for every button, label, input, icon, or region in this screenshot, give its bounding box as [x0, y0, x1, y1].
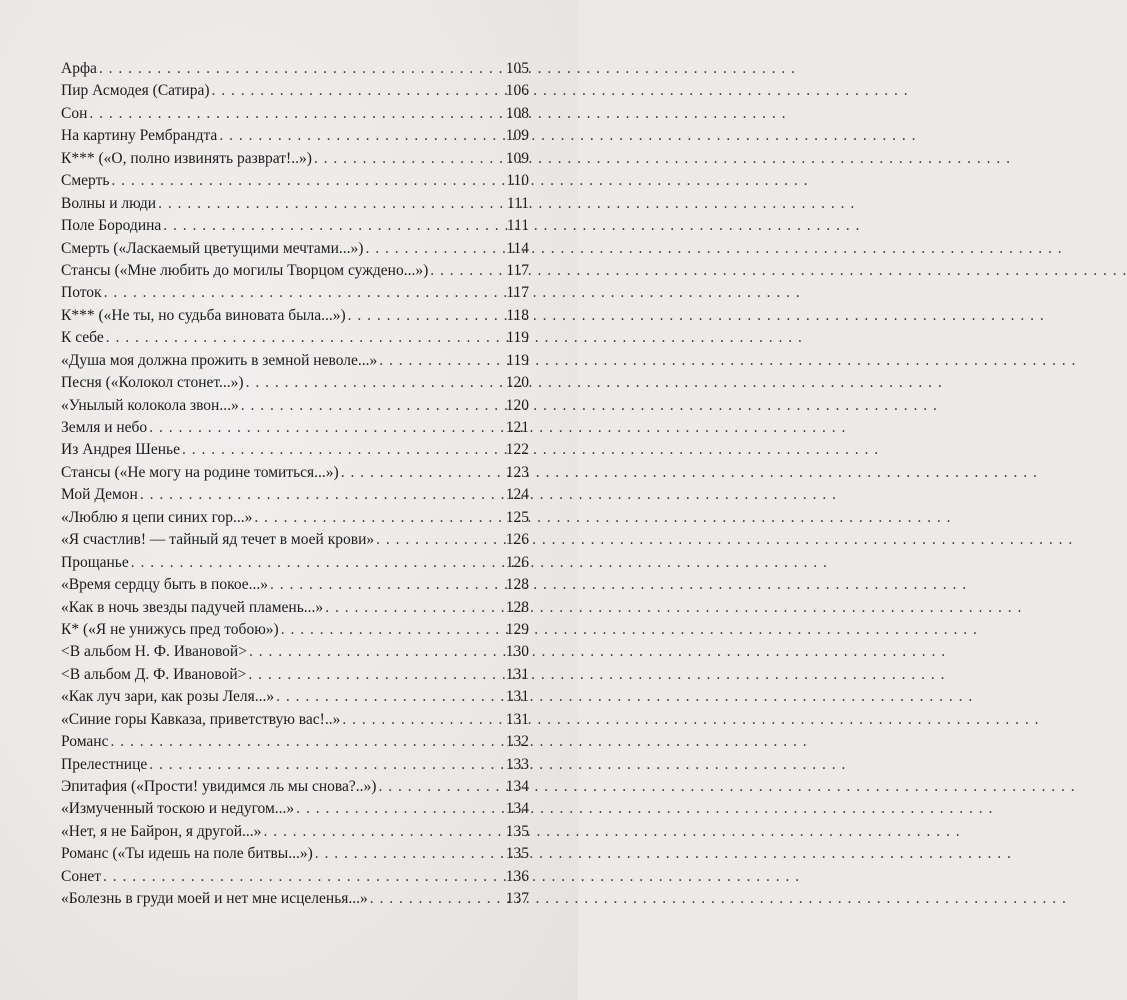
toc-entry — [61, 778, 529, 800]
toc-entry-page-number: 135 — [505, 822, 529, 840]
toc-entry-page-number: 117 — [506, 284, 529, 302]
toc-entry-page-number: 128 — [505, 598, 529, 616]
toc-entry — [61, 262, 529, 284]
toc-entry-title: «Как луч зари, как розы Леля...» — [61, 688, 275, 706]
toc-entry — [61, 105, 529, 127]
toc-entry — [61, 397, 529, 419]
toc-entry-page-number: 118 — [506, 306, 529, 324]
toc-entry-title: «Болезнь в груди моей и нет мне исцеленья...» — [61, 890, 368, 908]
toc-entry-title: «Нет, я не Байрон, я другой...» — [61, 822, 262, 840]
toc-entry-page-number: 123 — [505, 463, 529, 481]
toc-entry — [61, 419, 529, 441]
toc-entry-title: К* («Я не унижусь пред тобою») — [61, 620, 279, 638]
toc-entry-title: Смерть («Ласкаемый цветущими мечтами...») — [61, 239, 364, 257]
dot-leader — [378, 778, 503, 796]
dot-leader — [104, 284, 503, 302]
toc-entry-title: Пир Асмодея (Сатира) — [61, 82, 210, 100]
dot-leader — [89, 105, 503, 123]
toc-entry — [61, 464, 529, 486]
toc-entry-title: «Унылый колокола звон...» — [61, 396, 239, 414]
dot-leader — [315, 845, 503, 863]
toc-entry-title: К*** («О, полно извинять разврат!..») — [61, 149, 312, 167]
dot-leader — [430, 262, 503, 280]
dot-leader — [163, 217, 503, 235]
dot-leader — [270, 576, 503, 594]
toc-entry — [61, 374, 529, 396]
toc-entry — [61, 800, 529, 822]
toc-entry-page-number: 135 — [505, 845, 529, 863]
toc-entry-page-number: 111 — [506, 194, 529, 212]
toc-entry-title: Смерть — [61, 172, 110, 190]
dot-leader — [263, 823, 503, 841]
toc-entry-title: «Я счастлив! — тайный яд течет в моей крови» — [61, 531, 375, 549]
toc-entry — [61, 643, 529, 665]
toc-entry-title: «Время сердцу быть в покое...» — [61, 576, 269, 594]
toc-entry-title: «Люблю я цепи синих гор...» — [61, 508, 253, 526]
toc-entry-page-number: 106 — [505, 82, 529, 100]
toc-entry — [61, 352, 529, 374]
toc-entry — [61, 845, 529, 867]
toc-entry — [61, 509, 529, 531]
toc-entry-page-number: 125 — [505, 508, 529, 526]
dot-leader — [365, 240, 503, 258]
toc-entry-page-number: 136 — [505, 867, 529, 885]
toc-entry-title: Стансы («Не могу на родине томиться...») — [61, 463, 339, 481]
toc-entry-page-number: 119 — [506, 351, 529, 369]
toc-entry-page-number: 122 — [505, 441, 529, 459]
toc-entry-title: Поток — [61, 284, 102, 302]
toc-entry-title: Арфа — [61, 60, 97, 77]
dot-leader — [325, 599, 503, 617]
toc-entry-title: К себе — [61, 329, 104, 347]
dot-leader — [296, 800, 503, 818]
toc-entry-page-number: 121 — [505, 419, 529, 436]
toc-entry-page-number: 124 — [505, 486, 529, 504]
toc-entry-title: «Синие горы Кавказа, приветствую вас!..» — [61, 710, 341, 728]
dot-leader — [249, 643, 503, 661]
dot-leader — [131, 554, 503, 572]
dot-leader — [99, 60, 503, 78]
toc-entry-title: Прощанье — [61, 553, 129, 571]
toc-entry-page-number: 117 — [506, 261, 529, 279]
dot-leader — [281, 621, 503, 639]
toc-entry-page-number: 137 — [505, 890, 529, 908]
toc-entry-title: К*** («Не ты, но судьба виновата была...») — [61, 306, 346, 324]
toc-entry — [61, 868, 529, 890]
toc-entry — [61, 554, 529, 576]
toc-entry — [61, 240, 529, 262]
toc-entry — [61, 150, 529, 172]
toc-entry-page-number: 134 — [505, 778, 529, 795]
toc-entry — [61, 688, 529, 710]
dot-leader — [111, 172, 503, 190]
dot-leader — [246, 374, 503, 392]
toc-entry — [61, 195, 529, 217]
toc-entry-title: Романс («Ты идешь на поле битвы...») — [61, 845, 313, 863]
toc-entry — [61, 127, 529, 149]
toc-entry — [61, 756, 529, 778]
toc-entry-title: «Душа моя должна прожить в земной неволе...» — [61, 351, 378, 369]
dot-leader — [379, 352, 503, 370]
toc-entry-page-number: 126 — [505, 531, 529, 549]
toc-entry — [61, 82, 529, 104]
dot-leader — [254, 509, 503, 527]
dot-leader — [103, 868, 503, 886]
toc-entry-page-number: 131 — [505, 665, 529, 683]
toc-entry-page-number: 131 — [505, 710, 529, 728]
toc-entry — [61, 666, 529, 688]
dot-leader — [241, 397, 503, 415]
dot-leader — [219, 127, 503, 145]
toc-entry-page-number: 129 — [505, 620, 529, 638]
toc-entry-page-number: 134 — [505, 800, 529, 818]
dot-leader — [341, 464, 503, 482]
toc-entry-page-number: 109 — [505, 149, 529, 167]
toc-entry — [61, 711, 529, 733]
toc-entry-page-number: 111 — [506, 217, 529, 235]
toc-entry — [61, 60, 529, 82]
toc-entry-title: Земля и небо — [61, 419, 148, 436]
toc-entry — [61, 890, 529, 912]
toc-entry-title: Сон — [61, 104, 88, 122]
toc-entry — [61, 284, 529, 306]
toc-entry — [61, 621, 529, 643]
toc-entry-title: «Как в ночь звезды падучей пламень...» — [61, 598, 324, 616]
dot-leader — [149, 419, 503, 437]
dot-leader — [212, 82, 503, 100]
toc-entry-title: Стансы («Мне любить до могилы Творцом суждено...») — [61, 261, 429, 279]
toc-entry-page-number: 132 — [505, 733, 529, 751]
dot-leader — [182, 441, 503, 459]
dot-leader — [158, 195, 503, 213]
toc-entry — [61, 486, 529, 508]
toc-entry-title: Прелестнице — [61, 755, 148, 773]
toc-entry-title: Мой Демон — [61, 486, 138, 504]
toc-entry-page-number: 108 — [505, 104, 529, 122]
dot-leader — [140, 486, 503, 504]
toc-entry-title: На картину Рембрандта — [61, 127, 218, 145]
dot-leader — [106, 329, 503, 347]
toc-entry — [61, 531, 529, 553]
toc-entry — [61, 329, 529, 351]
toc-entry-title: Из Андрея Шенье — [61, 441, 180, 459]
toc-entry — [61, 441, 529, 463]
toc-entry-page-number: 109 — [505, 127, 529, 145]
toc-entry-page-number: 133 — [505, 755, 529, 773]
toc-entry-title: Поле Бородина — [61, 217, 162, 235]
toc-entry — [61, 217, 529, 239]
toc-entry — [61, 172, 529, 194]
toc-entry-title: Эпитафия («Прости! увидимся ль мы снова?..») — [61, 778, 377, 795]
toc-entry-title: Песня («Колокол стонет...») — [61, 374, 244, 392]
toc-entry-page-number: 128 — [505, 576, 529, 594]
dot-leader — [370, 890, 503, 908]
toc-entry-page-number: 110 — [506, 172, 529, 190]
dot-leader — [248, 666, 503, 684]
toc-entry-title: Романс — [61, 733, 109, 751]
toc-entry — [61, 733, 529, 755]
toc-entry-title: Волны и люди — [61, 194, 157, 212]
toc-entry — [61, 599, 529, 621]
dot-leader — [276, 688, 503, 706]
toc-entry-page-number: 120 — [505, 396, 529, 414]
toc-entry-title: <В альбом Д. Ф. Ивановой> — [61, 665, 247, 683]
dot-leader — [348, 307, 503, 325]
toc-entry-title: <В альбом Н. Ф. Ивановой> — [61, 643, 247, 661]
dot-leader — [314, 150, 503, 168]
dot-leader — [376, 531, 503, 549]
toc-entry — [61, 576, 529, 598]
dot-leader — [342, 711, 503, 729]
toc-entry-page-number: 114 — [506, 239, 529, 257]
toc-entry-page-number: 120 — [505, 374, 529, 392]
toc-entry-page-number: 130 — [505, 643, 529, 661]
toc-entry-page-number: 131 — [505, 688, 529, 706]
toc-entry — [61, 823, 529, 845]
toc-entry-title: «Измученный тоскою и недугом...» — [61, 800, 295, 818]
dot-leader — [110, 733, 503, 751]
toc-entry-page-number: 126 — [505, 553, 529, 571]
toc-entry — [61, 307, 529, 329]
table-of-contents — [61, 60, 529, 913]
dot-leader — [149, 756, 503, 774]
toc-entry-page-number: 105 — [505, 60, 529, 77]
toc-entry-page-number: 119 — [506, 329, 529, 347]
toc-entry-title: Сонет — [61, 867, 102, 885]
